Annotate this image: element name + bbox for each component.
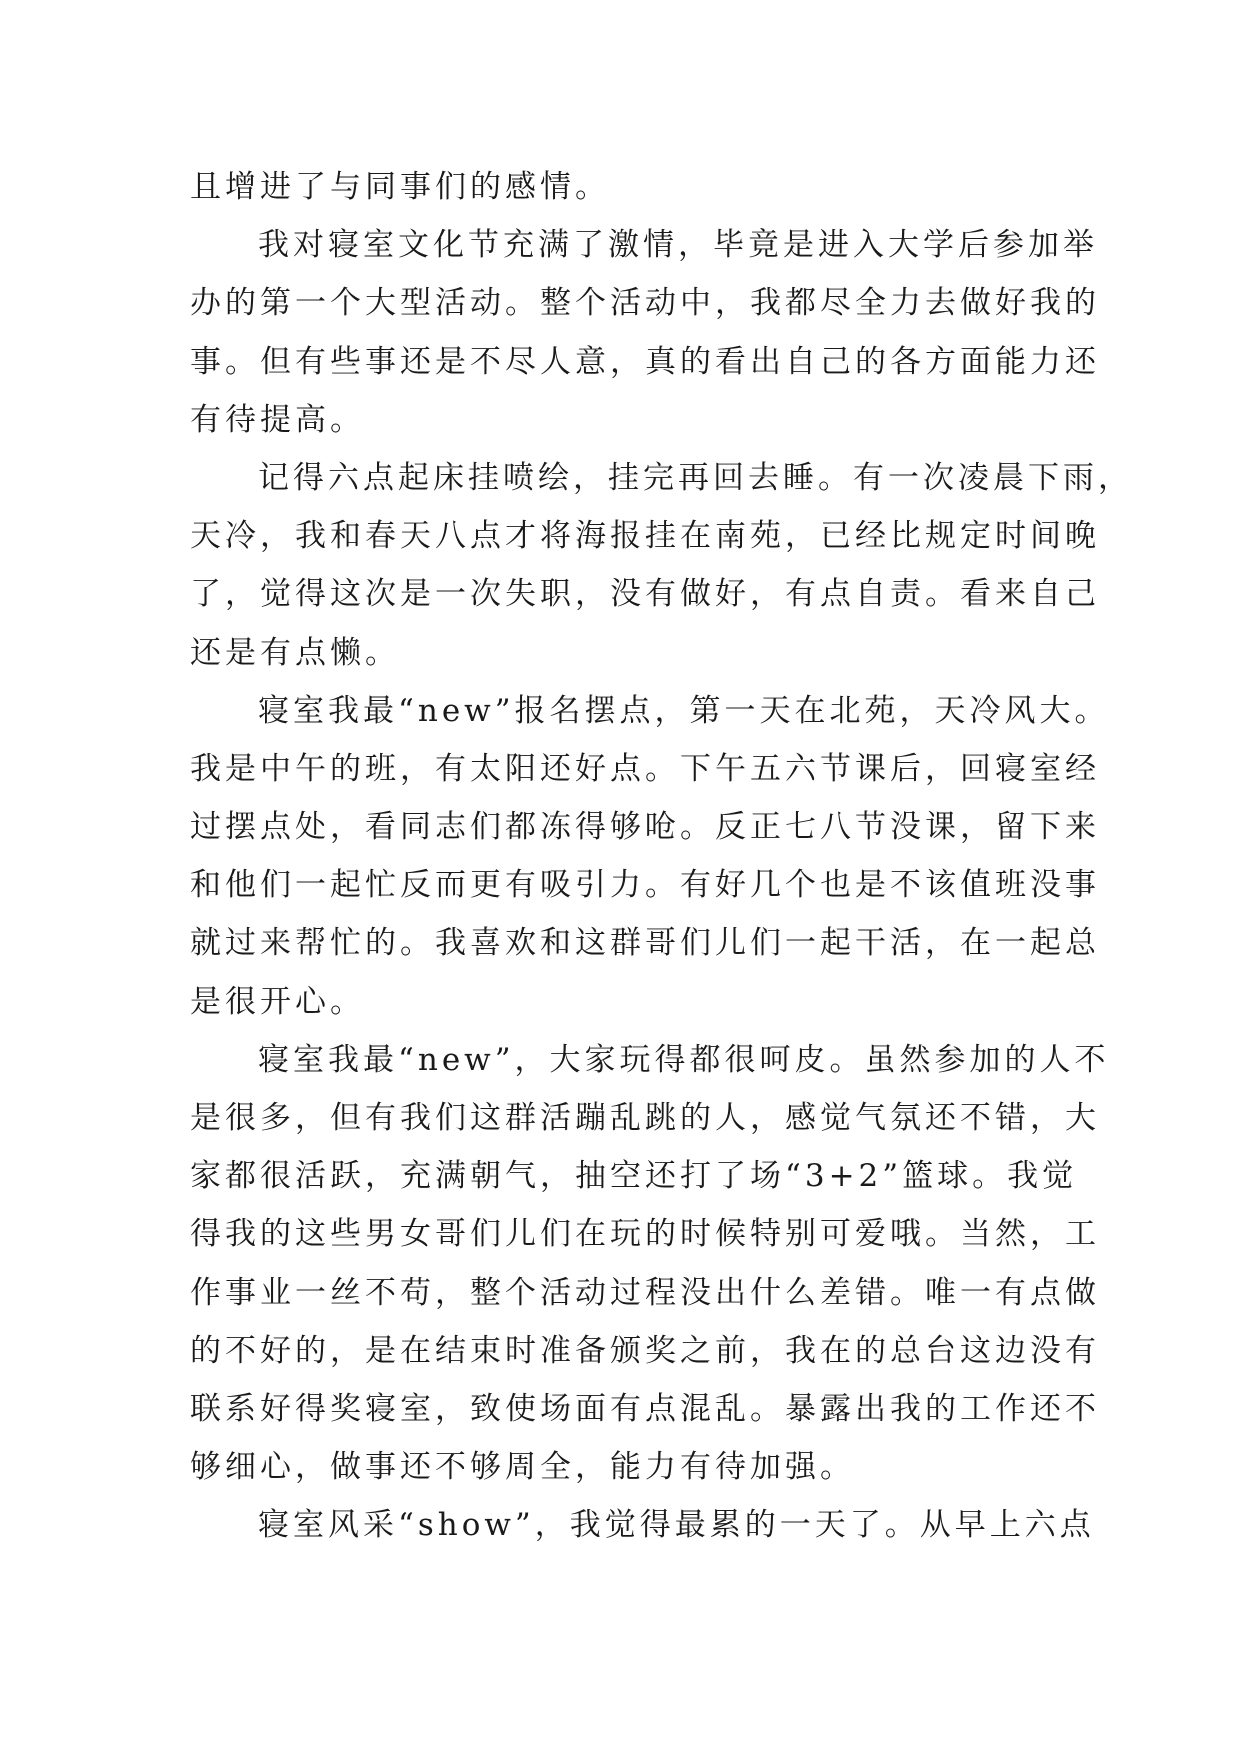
paragraph-first-line: 我对寝室文化节充满了激情，毕竟是进入大学后参加举 (258, 227, 1098, 264)
text-line: 天冷，我和春天八点才将海报挂在南苑，已经比规定时间晚 (190, 518, 1100, 555)
body-text (190, 158, 1133, 1555)
text-line: 作事业一丝不苟，整个活动过程没出什么差错。唯一有点做 (190, 1274, 1100, 1311)
text-line: 办的第一个大型活动。整个活动中，我都尽全力去做好我的 (190, 285, 1100, 322)
text-line: 过摆点处，看同志们都冻得够呛。反正七八节没课，留下来 (190, 809, 1100, 846)
paragraph-first-line: 记得六点起床挂喷绘，挂完再回去睡。有一次凌晨下雨， (258, 459, 1133, 496)
text-line: 我是中午的班，有太阳还好点。下午五六节课后，回寝室经 (190, 750, 1100, 787)
text-line: 是很开心。 (190, 983, 365, 1020)
text-line: 和他们一起忙反而更有吸引力。有好几个也是不该值班没事 (190, 867, 1100, 904)
text-line: 还是有点懒。 (190, 634, 400, 671)
text-line: 得我的这些男女哥们儿们在玩的时候特别可爱哦。当然，工 (190, 1216, 1100, 1253)
text-line: 事。但有些事还是不尽人意，真的看出自己的各方面能力还 (190, 343, 1100, 380)
text-line: 且增进了与同事们的感情。 (190, 169, 610, 205)
text-line: 是很多，但有我们这群活蹦乱跳的人，感觉气氛还不错，大 (190, 1100, 1100, 1136)
paragraph-first-line: 寝室风采“show”，我觉得最累的一天了。从早上六点 (258, 1507, 1095, 1544)
text-line: 联系好得奖寝室，致使场面有点混乱。暴露出我的工作还不 (190, 1390, 1100, 1427)
text-line: 家都很活跃，充满朝气，抽空还打了场“3+2”篮球。我觉 (190, 1158, 1078, 1195)
text-line: 的不好的，是在结束时准备颁奖之前，我在的总台这边没有 (190, 1332, 1100, 1369)
paragraph-first-line: 寝室我最“new”，大家玩得都很呵皮。虽然参加的人不 (258, 1041, 1110, 1078)
text-line: 够细心，做事还不够周全，能力有待加强。 (190, 1449, 855, 1486)
paragraph-first-line: 寝室我最“new”报名摆点，第一天在北苑，天冷风大。 (258, 692, 1110, 729)
text-line: 有待提高。 (190, 401, 365, 438)
text-line: 就过来帮忙的。我喜欢和这群哥们儿们一起干活，在一起总 (190, 925, 1100, 962)
text-line: 了，觉得这次是一次失职，没有做好，有点自责。看来自己 (190, 576, 1100, 613)
